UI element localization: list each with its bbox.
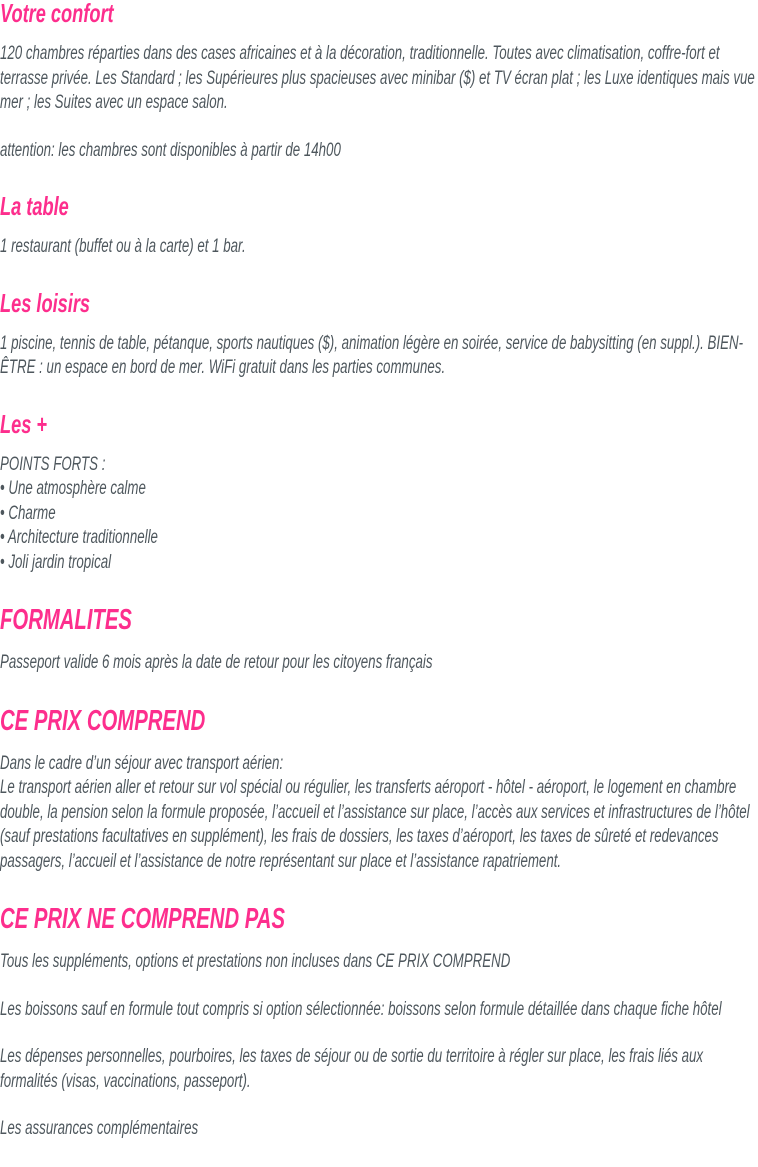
points-forts-list <box>0 453 758 576</box>
point-fort-item: • Charme <box>0 502 56 524</box>
loisirs-description: 1 piscine, tennis de table, pétanque, sports nautiques ($), animation légère en soirée, service de babysitting (en suppl.). BIEN-ÊTRE : un espace en bord de mer. WiFi gratuit dans les parties communes. <box>0 332 744 378</box>
section-heading-les-plus: Les + <box>0 408 48 439</box>
prix-comprend-text <box>0 752 758 875</box>
points-forts-title: POINTS FORTS : <box>0 453 106 475</box>
prix-ne-comprend-pas-boissons: Les boissons sauf en formule tout compris si option sélectionnée: boissons selon formule détaillée dans chaque fiche hôtel <box>0 998 722 1020</box>
confort-checkin-note: attention: les chambres sont disponibles à partir de 14h00 <box>0 139 341 161</box>
section-heading-formalites: FORMALITES <box>0 604 132 636</box>
prix-ne-comprend-pas-depenses: Les dépenses personnelles, pourboires, les taxes de séjour ou de sortie du territoire à régler sur place, les frais liés aux formalités (visas, vaccinations, passeport). <box>0 1046 704 1092</box>
point-fort-item: • Joli jardin tropical <box>0 551 112 573</box>
prix-ne-comprend-pas-supplements: Tous les suppléments, options et prestations non incluses dans CE PRIX COMPREND <box>0 951 511 972</box>
prix-comprend-detail-line: Le transport aérien aller et retour sur vol spécial ou régulier, les transferts aéroport - hôtel - aéroport, le logement en chambre double, la pension selon la formule proposée, l’accueil et l’assistance sur place, l’accès aux services et infrastructures de l’hôtel (sauf prestations facultatives en supplément), les frais de dossiers, les taxes d’aéroport, les taxes de sûreté et redevances passagers, l’accueil et l’assistance de notre représentant sur place et l’assistance rapatriement. <box>0 777 750 872</box>
section-heading-votre-confort: Votre confort <box>0 0 114 28</box>
section-heading-ce-prix-ne-comprend-pas: CE PRIX NE COMPREND PAS <box>0 903 285 935</box>
confort-description: 120 chambres réparties dans des cases africaines et à la décoration, traditionnelle. Toutes avec climatisation, coffre-fort et terrasse privée. Les Standard ; les Supérieures plus spacieuses avec minibar ($) et TV écran plat ; les Luxe identiques mais vue mer ; les Suites avec un espace salon. <box>0 43 755 113</box>
formalites-text: Passeport valide 6 mois après la date de retour pour les citoyens français <box>0 652 433 673</box>
section-heading-les-loisirs: Les loisirs <box>0 287 91 318</box>
table-description: 1 restaurant (buffet ou à la carte) et 1 bar. <box>0 236 246 257</box>
section-heading-la-table: La table <box>0 191 69 221</box>
prix-ne-comprend-pas-assurances: Les assurances complémentaires <box>0 1118 199 1139</box>
point-fort-item: • Architecture traditionnelle <box>0 527 158 548</box>
section-heading-ce-prix-comprend: CE PRIX COMPREND <box>0 704 206 737</box>
prix-comprend-intro-line: Dans le cadre d’un séjour avec transport aérien: <box>0 752 284 774</box>
point-fort-item: • Une atmosphère calme <box>0 478 146 499</box>
